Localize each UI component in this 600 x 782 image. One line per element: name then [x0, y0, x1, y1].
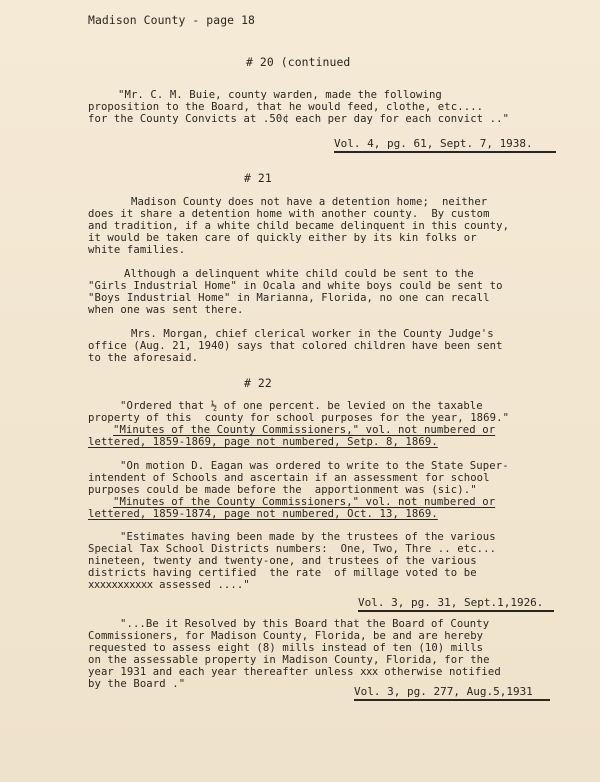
s20-line-3: for the County Convicts at .50¢ each per day for each convict .." [88, 113, 510, 125]
s21-p3-line-3: to the aforesaid. [88, 352, 199, 364]
s21-p1-line-2: does it share a detention home with another county. By custom [88, 208, 490, 220]
s21-p2-line-1: Although a delinquent white child could be sent to the [124, 268, 474, 280]
s21-p2-line-3: "Boys Industrial Home" in Marianna, Florida, no one can recall [88, 292, 490, 304]
s21-p2-line-2: "Girls Industrial Home" in Ocala and white boys could be sent to [88, 280, 503, 292]
s22-q4-line-2: Commissioners, for Madison County, Florida, be and are hereby [88, 630, 484, 642]
s22-q4-line-5-end: otherwise notified [377, 666, 501, 678]
s20-citation: Vol. 4, pg. 61, Sept. 7, 1938. [334, 137, 533, 150]
s22-q3-line-5 [88, 579, 250, 591]
s22-citation-1-line-1: "Minutes of the County Commissioners," vol. not numbered or [113, 424, 496, 436]
s21-p3-line-2: office (Aug. 21, 1940) says that colored children have been sent [88, 340, 503, 352]
s21-p3-line-1: Mrs. Morgan, chief clerical worker in the County Judge's [131, 328, 494, 340]
s22-q4-line-3: requested to assess eight (8) mills instead of ten (10) mills [88, 642, 484, 654]
s22-q1-line-1: "Ordered that ½ of one percent. be levied on the taxable [120, 400, 483, 412]
s22-q4-line-6: by the Board ." [88, 678, 186, 690]
s22-q2-line-3: purposes could be made before the apportionment was (sic)." [88, 484, 477, 496]
s20-line-1: "Mr. C. M. Buie, county warden, made the following [118, 89, 442, 101]
s22-q3-line-5-end: assessed ...." [152, 579, 250, 591]
s22-q3-line-1: "Estimates having been made by the trustees of the various [120, 531, 496, 543]
struck-text-1: xxxxxxxxxxx [88, 579, 153, 591]
s22-citation-1-line-2: lettered, 1859-1869, page not numbered, Setp. 8, 1869. [88, 436, 438, 448]
section-21-title: # 21 [244, 171, 272, 185]
struck-text-2: xxx [360, 666, 378, 678]
s21-p1-line-1: Madison County does not have a detention home; neither [131, 196, 488, 208]
s20-citation-rule [334, 151, 556, 153]
s20-line-2: proposition to the Board, that he would feed, clothe, etc.... [88, 101, 484, 113]
s22-citation-4-rule [354, 699, 550, 701]
s22-q2-line-1: "On motion D. Eagan was ordered to write to the State Super- [120, 460, 509, 472]
s22-citation-4: Vol. 3, pg. 277, Aug.5,1931 [354, 685, 533, 698]
s21-p1-line-4: it would be taken care of quickly either by its kin folks or [88, 232, 477, 244]
s22-q4-line-5 [88, 666, 501, 678]
s21-p2-line-4: when one was sent there. [88, 304, 244, 316]
s22-citation-2-line-1: "Minutes of the County Commissioners," vol. not numbered or [113, 496, 496, 508]
s22-q4-line-1: "...Be it Resolved by this Board that the Board of County [120, 618, 490, 630]
s22-citation-3: Vol. 3, pg. 31, Sept.1,1926. [358, 596, 544, 609]
page-header: Madison County - page 18 [88, 13, 255, 27]
s22-q4-line-5-start: year 1931 and each year thereafter unless [88, 666, 361, 678]
s22-q4-line-4: on the assessable property in Madison County, Florida, for the [88, 654, 490, 666]
s22-q1-line-2: property of this county for school purposes for the year, 1869." [88, 412, 510, 424]
s21-p1-line-5: white families. [88, 244, 186, 256]
section-22-title: # 22 [244, 376, 272, 390]
s22-q2-line-2: intendent of Schools and ascertain if an assessment for school [88, 472, 490, 484]
section-20-title: # 20 (continued [246, 55, 351, 69]
s22-citation-3-rule [358, 610, 554, 612]
s22-q3-line-3: nineteen, twenty and twenty-one, and trustees of the various [88, 555, 477, 567]
s22-citation-2-line-2: lettered, 1859-1874, page not numbered, Oct. 13, 1869. [88, 508, 438, 520]
s21-p1-line-3: and tradition, if a white child became delinquent in this county, [88, 220, 510, 232]
s22-q3-line-2: Special Tax School Districts numbers: One, Two, Thre .. etc... [88, 543, 497, 555]
s22-q3-line-4: districts having certified the rate of millage voted to be [88, 567, 477, 579]
